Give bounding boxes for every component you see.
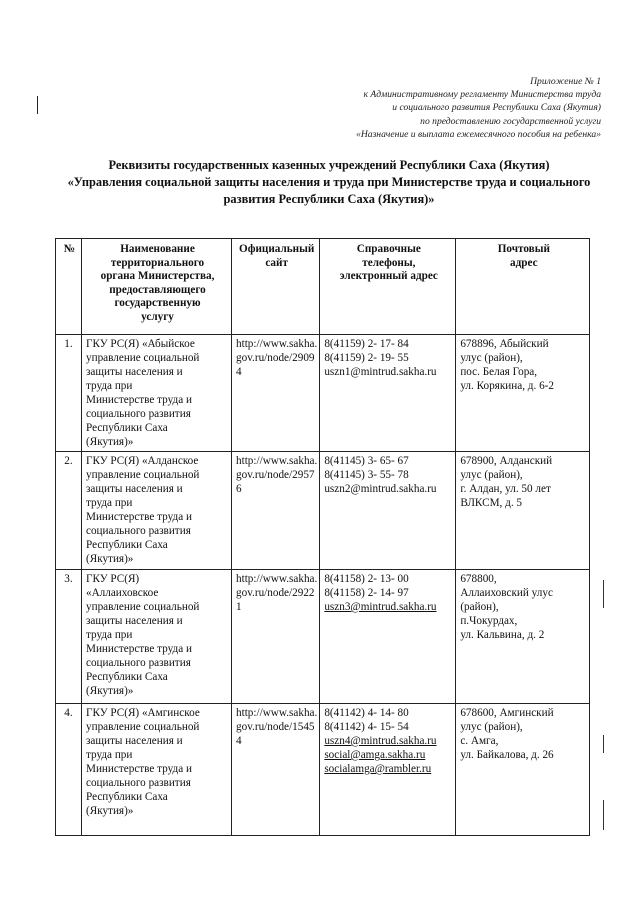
phone: 8(41158) 2- 14- 97 — [324, 587, 409, 599]
agency-name: ГКУ РС(Я) «Абыйское управление социальной защиты населения и труда при Министерстве труда и социального развития Республики Саха (Якутия)» — [82, 335, 232, 452]
appendix-line: по предоставлению государственной услуги — [420, 115, 601, 127]
postal-address: 678800, Аллаиховский улус (район), п.Чокурдах, ул. Кальвина, д. 2 — [456, 570, 590, 704]
table-row — [56, 335, 590, 452]
row-number: 3. — [56, 570, 82, 704]
contacts — [320, 335, 456, 452]
scan-mark — [603, 580, 604, 608]
website-link[interactable]: http://www.sakha. gov.ru/node/2909 4 — [232, 335, 320, 452]
contacts — [320, 452, 456, 570]
scan-mark — [603, 800, 604, 830]
appendix-note — [271, 75, 601, 141]
contacts — [320, 570, 456, 704]
document-title — [38, 157, 620, 208]
appendix-line: «Назначение и выплата ежемесячного пособия на ребенка» — [356, 128, 601, 140]
website-link[interactable]: http://www.sakha. gov.ru/node/1545 4 — [232, 704, 320, 836]
email-link[interactable]: uszn4@mintrud.sakha.ru — [324, 735, 437, 747]
website-link[interactable]: http://www.sakha. gov.ru/node/2957 6 — [232, 452, 320, 570]
appendix-line: и социального развития Республики Саха (Якутия) — [392, 102, 601, 114]
website-link[interactable]: http://www.sakha. gov.ru/node/2922 1 — [232, 570, 320, 704]
email-link[interactable]: uszn3@mintrud.sakha.ru — [324, 601, 437, 613]
appendix-line: Приложение № 1 — [530, 76, 601, 87]
email-link[interactable]: uszn2@mintrud.sakha.ru — [324, 483, 437, 495]
table-row — [56, 704, 590, 836]
phone: 8(41158) 2- 13- 00 — [324, 573, 409, 585]
table-row — [56, 452, 590, 570]
phone: 8(41145) 3- 65- 67 — [324, 455, 409, 467]
email-link[interactable]: uszn1@mintrud.sakha.ru — [324, 366, 437, 378]
phone: 8(41145) 3- 55- 78 — [324, 469, 409, 481]
phone: 8(41142) 4- 14- 80 — [324, 707, 409, 719]
phone: 8(41142) 4- 15- 54 — [324, 721, 409, 733]
scan-mark — [603, 735, 604, 753]
postal-address: 678896, Абыйский улус (район), пос. Белая Гора, ул. Корякина, д. 6-2 — [456, 335, 590, 452]
contacts — [320, 704, 456, 836]
header-site: Официальный сайт — [232, 239, 320, 335]
header-address: Почтовый адрес — [456, 239, 590, 335]
postal-address: 678600, Амгинский улус (район), с. Амга, ул. Байкалова, д. 26 — [456, 704, 590, 836]
postal-address: 678900, Алданский улус (район), г. Алдан, ул. 50 лет ВЛКСМ, д. 5 — [456, 452, 590, 570]
row-number: 4. — [56, 704, 82, 836]
header-num: № — [56, 239, 82, 335]
requisites-table — [55, 238, 590, 836]
row-number: 1. — [56, 335, 82, 452]
email-link[interactable]: social@amga.sakha.ru — [324, 749, 426, 761]
phone: 8(41159) 2- 17- 84 — [324, 338, 409, 350]
title-line: развития Республики Саха (Якутия)» — [223, 192, 435, 206]
agency-name: ГКУ РС(Я) «Амгинское управление социальной защиты населения и труда при Министерстве труда и социального развития Республики Саха (Якутия)» — [82, 704, 232, 836]
table-header-row — [56, 239, 590, 335]
appendix-line: к Административному регламенту Министерства труда — [363, 89, 601, 101]
phone: 8(41159) 2- 19- 55 — [324, 352, 409, 364]
title-line: Реквизиты государственных казенных учреждений Республики Саха (Якутия) — [108, 158, 550, 172]
table-row — [56, 570, 590, 704]
agency-name: ГКУ РС(Я) «Алданское управление социальной защиты населения и труда при Министерстве труда и социального развития Республики Саха (Якутия)» — [82, 452, 232, 570]
email-link[interactable]: socialamga@rambler.ru — [324, 763, 432, 775]
header-phones: Справочные телефоны, электронный адрес — [320, 239, 456, 335]
agency-name: ГКУ РС(Я) «Аллаиховское управление социальной защиты населения и труда при Министерстве труда и социального развития Республики Саха (Якутия)» — [82, 570, 232, 704]
margin-mark — [37, 96, 38, 114]
row-number: 2. — [56, 452, 82, 570]
title-line: «Управления социальной защиты населения и труда при Министерстве труда и социального — [67, 175, 591, 189]
header-name: Наименование территориального органа Министерства, предоставляющего государственную услугу — [82, 239, 232, 335]
